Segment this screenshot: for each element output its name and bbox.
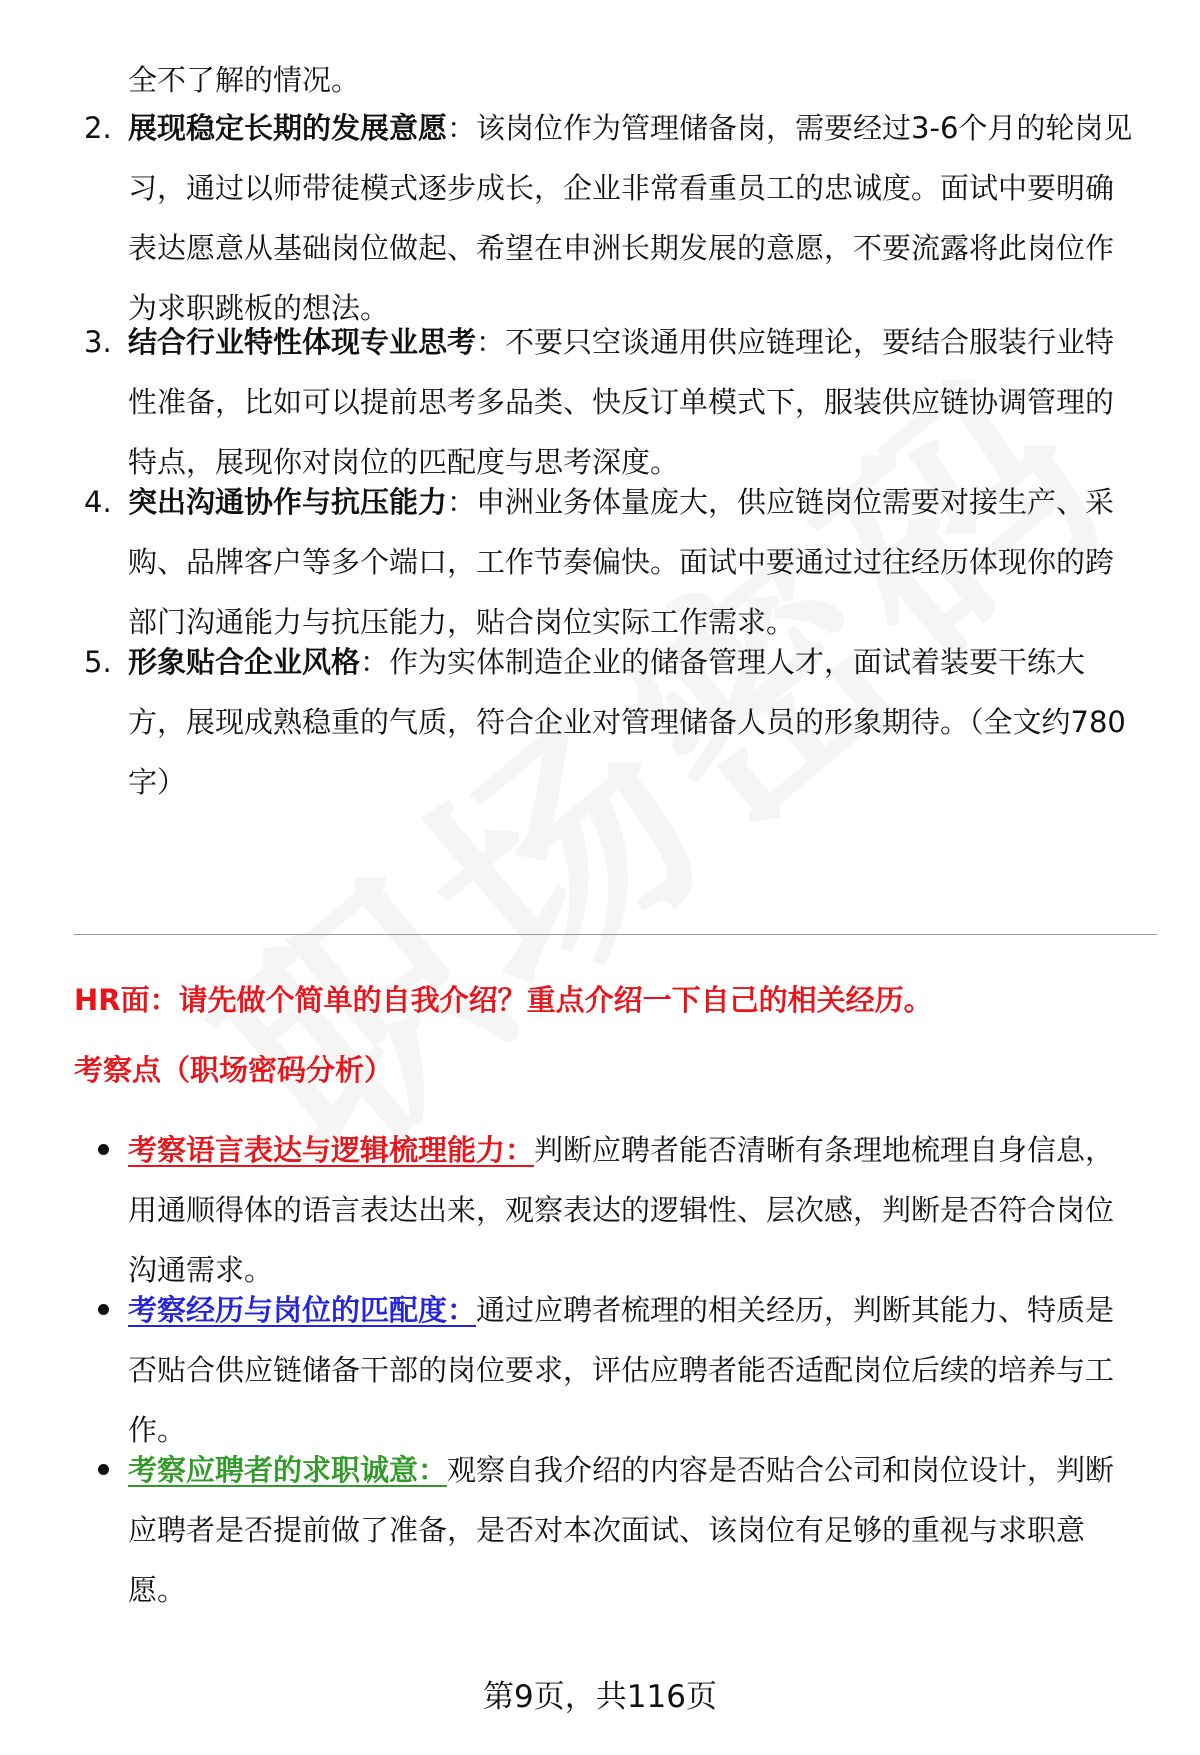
list-number: 3. (84, 325, 112, 359)
bullet-item (128, 1280, 1138, 1460)
page-footer: 第9页，共116页 (483, 1679, 717, 1715)
bullet-icon (98, 1144, 109, 1155)
bullet-body: 观察自我介绍的内容是否贴合公司和岗位设计，判断应聘者是否提前做了准备，是否对本次面试、该岗位有足够的重视与求职意愿。 (128, 1453, 1115, 1607)
list-item-body: 该岗位作为管理储备岗，需要经过3-6个月的轮岗见习，通过以师带徒模式逐步成长，企业非常看重员工的忠诚度。面试中要明确表达愿意从基础岗位做起、希望在申洲长期发展的意愿，不要流露将此岗位作为求职跳板的想法。 (128, 111, 1133, 325)
section-title: 考察点（职场密码分析） (74, 1053, 394, 1087)
list-item (128, 312, 1138, 492)
list-item-colon: ： (476, 325, 506, 359)
bullet-lead: 考察应聘者的求职诚意： (128, 1453, 448, 1487)
section-divider (74, 934, 1157, 935)
list-item-body: 申洲业务体量庞大，供应链岗位需要对接生产、采购、品牌客户等多个端口，工作节奏偏快。面试中要通过过往经历体现你的跨部门沟通能力与抗压能力，贴合岗位实际工作需求。 (128, 485, 1115, 639)
bullet-lead: 考察语言表达与逻辑梳理能力： (128, 1133, 535, 1167)
bullet-icon (98, 1304, 109, 1315)
bullet-body: 判断应聘者能否清晰有条理地梳理自身信息，用通顺得体的语言表达出来，观察表达的逻辑性、层次感，判断是否符合岗位沟通需求。 (128, 1133, 1115, 1287)
list-number: 2. (84, 111, 112, 145)
list-item (128, 632, 1138, 812)
list-item-colon: ： (447, 111, 477, 145)
hr-question: HR面：请先做个简单的自我介绍？重点介绍一下自己的相关经历。 (74, 983, 933, 1017)
bullet-lead: 考察经历与岗位的匹配度： (128, 1293, 477, 1327)
list-number: 4. (84, 485, 112, 519)
continuation-text: 全不了解的情况。 (128, 63, 361, 97)
bullet-item (128, 1440, 1138, 1620)
list-item-title: 形象贴合企业风格 (128, 645, 361, 679)
list-item-body: 不要只空谈通用供应链理论，要结合服装行业特性准备，比如可以提前思考多品类、快反订单模式下，服装供应链协调管理的特点，展现你对岗位的匹配度与思考深度。 (128, 325, 1115, 479)
list-item-title: 突出沟通协作与抗压能力 (128, 485, 448, 519)
list-item-colon: ： (360, 645, 390, 679)
list-item-colon: ： (447, 485, 477, 519)
bullet-item (128, 1120, 1138, 1300)
bullet-body: 通过应聘者梳理的相关经历，判断其能力、特质是否贴合供应链储备干部的岗位要求，评估应聘者能否适配岗位后续的培养与工作。 (128, 1293, 1115, 1447)
list-item-title: 结合行业特性体现专业思考 (128, 325, 477, 359)
bullet-icon (98, 1464, 109, 1475)
list-item-title: 展现稳定长期的发展意愿 (128, 111, 448, 145)
list-number: 5. (84, 645, 112, 679)
list-item (128, 472, 1138, 652)
list-item-body: 作为实体制造企业的储备管理人才，面试着装要干练大方，展现成熟稳重的气质，符合企业对管理储备人员的形象期待。（全文约780字） (128, 645, 1126, 799)
list-item (128, 98, 1138, 338)
